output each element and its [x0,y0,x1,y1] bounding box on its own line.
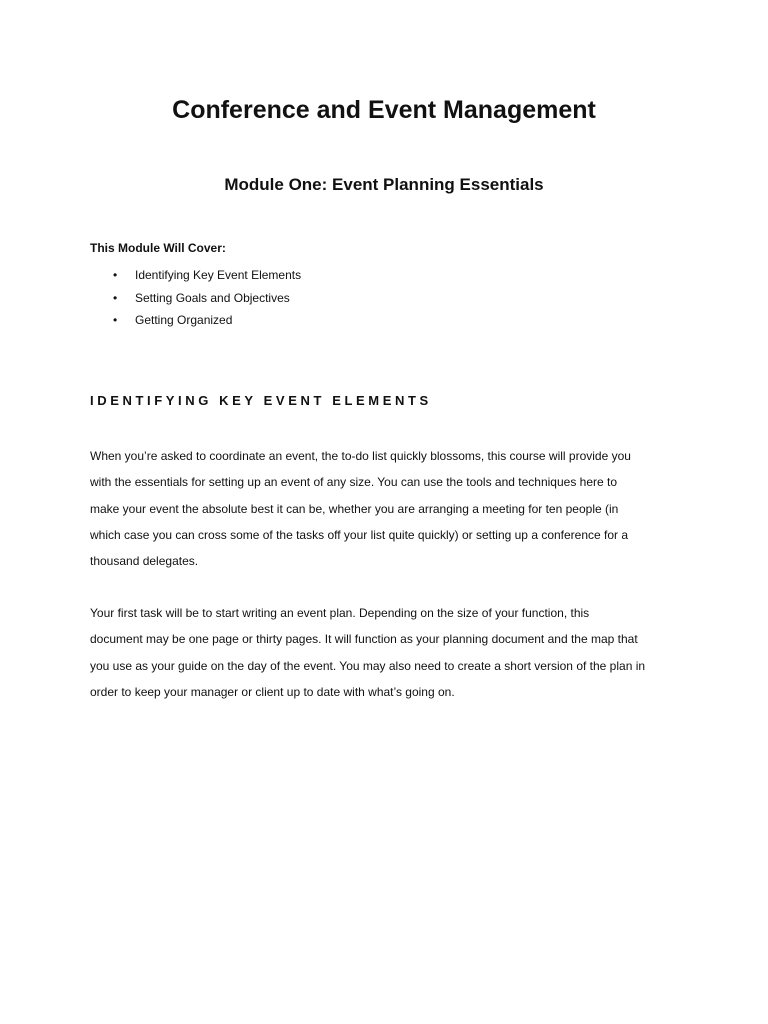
list-item [90,264,301,287]
list-item-label: Getting Organized [135,313,233,327]
paragraph-line: Your first task will be to start writing an event plan. Depending on the size of your function, this [90,606,590,620]
section-heading: IDENTIFYING KEY EVENT ELEMENTS [90,393,432,408]
paragraph-line: which case you can cross some of the tasks off your list quite quickly) or setting up a conference for a [90,527,629,542]
paragraph-line: thousand delegates. [90,554,199,569]
bullet-icon: • [113,290,118,305]
paragraph-line: order to keep your manager or client up to date with what’s going on. [90,684,455,699]
paragraph-line: with the essentials for setting up an event of any size. You can use the tools and techniques here to [90,475,618,490]
cover-list [90,264,301,332]
document-title: Conference and Event Management [172,96,596,124]
bullet-icon: • [113,268,118,282]
list-item-label: Identifying Key Event Elements [135,268,302,282]
paragraph-line: make your event the absolute best it can be, whether you are arranging a meeting for ten people (in [90,501,619,516]
paragraph-line: document may be one page or thirty pages. It will function as your planning document and the map that [90,632,638,647]
list-item [90,309,301,332]
list-item-label: Setting Goals and Objectives [135,290,290,305]
paragraph-line: When you’re asked to coordinate an event, the to-do list quickly blossoms, this course will provide you [90,449,631,463]
cover-heading: This Module Will Cover: [90,241,226,255]
module-title: Module One: Event Planning Essentials [224,175,544,194]
body-paragraph [90,600,690,705]
bullet-icon: • [113,313,118,327]
paragraph-line: you use as your guide on the day of the event. You may also need to create a short version of the plan in [90,658,646,673]
list-item [90,287,301,310]
body-paragraph [90,443,690,574]
